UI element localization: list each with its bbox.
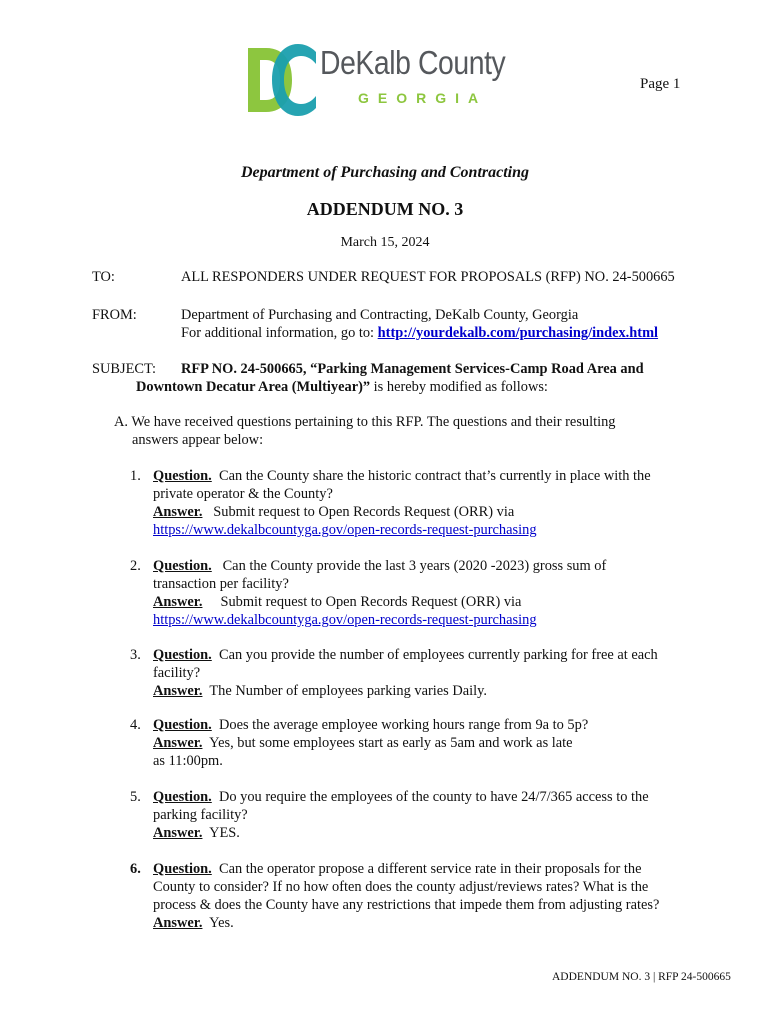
answer-label: Answer. [153,915,203,931]
subject-line1 [181,360,644,378]
question-number: 4. [130,717,141,733]
subject-suffix: is hereby modified as follows: [370,379,548,395]
page-number: Page 1 [640,76,681,92]
question-label: Question. [153,558,212,574]
question-text: Can the County share the historic contract that’s currently in place with the [218,468,651,484]
question-number: 5. [130,789,141,805]
question-text: Can the operator propose a different service rate in their proposals for the [218,861,642,877]
subject-label: SUBJECT: [92,361,157,377]
question-1 [153,467,651,539]
from-value: Department of Purchasing and Contracting, DeKalb County, Georgia [181,307,579,323]
open-records-link[interactable]: https://www.dekalbcountyga.gov/open-records-request-purchasing [153,612,537,628]
answer-text: Submit request to Open Records Request (ORR) via [213,504,515,520]
question-number: 3. [130,647,141,663]
answer-label: Answer. [153,735,203,751]
question-number: 1. [130,468,141,484]
addendum-title: ADDENDUM NO. 3 [306,199,464,219]
question-label: Question. [153,468,212,484]
dc-monogram-icon [246,40,318,116]
answer-label: Answer. [153,683,203,699]
answer-text: Submit request to Open Records Request (ORR) via [220,594,522,610]
section-a-line1: A. We have received questions pertaining to this RFP. The questions and their resulting [114,414,616,430]
question-text: private operator & the County? [153,486,333,502]
answer-text: as 11:00pm. [153,753,223,769]
question-label: Question. [153,647,212,663]
logo-name: DeKalb County [320,44,506,81]
question-label: Question. [153,861,212,877]
question-text: County to consider? If no how often does the county adjust/reviews rates? What is the [153,879,649,895]
answer-text: Yes, but some employees start as early as 5am and work as late [209,735,573,751]
answer-text: Yes. [209,915,234,931]
question-text: Does the average employee working hours range from 9a to 5p? [218,717,589,733]
question-text: Can the County provide the last 3 years (2020 -2023) gross sum of [222,558,607,574]
from-info-prefix: For additional information, go to: [181,325,378,341]
question-number: 6. [130,861,141,877]
answer-label: Answer. [153,825,203,841]
question-text: Do you require the employees of the county to have 24/7/365 access to the [218,789,649,805]
from-info-line [181,324,658,342]
from-label: FROM: [92,307,137,323]
question-label: Question. [153,789,212,805]
open-records-link[interactable]: https://www.dekalbcountyga.gov/open-records-request-purchasing [153,522,537,538]
question-2 [153,557,606,629]
question-text: Can you provide the number of employees currently parking for free at each [218,647,658,663]
answer-label: Answer. [153,594,203,610]
to-value: ALL RESPONDERS UNDER REQUEST FOR PROPOSALS (RFP) NO. 24-500665 [181,269,675,285]
addendum-date: March 15, 2024 [340,235,430,250]
to-label: TO: [92,269,115,285]
department-heading: Department of Purchasing and Contracting [240,164,530,181]
question-text: parking facility? [153,807,248,823]
question-text: process & does the County have any restrictions that impede them from adjusting rates? [153,897,660,913]
dekalb-county-logo [246,40,536,116]
question-text: transaction per facility? [153,576,289,592]
answer-label: Answer. [153,504,203,520]
question-5 [153,788,649,842]
answer-text: YES. [209,825,240,841]
logo-state: GEORGIA [358,90,488,106]
subject-title-line2: Downtown Decatur Area (Multiyear)” [136,379,371,395]
question-text: facility? [153,665,201,681]
question-label: Question. [153,717,212,733]
page-footer: ADDENDUM NO. 3 | RFP 24-500665 [552,971,731,983]
subject-line2 [136,378,548,396]
question-6 [153,860,659,932]
question-number: 2. [130,558,141,574]
subject-title-line1: , “Parking Management Services-Camp Road Area and [302,361,644,377]
subject-rfp: RFP NO. 24-500665 [181,361,303,377]
purchasing-index-link[interactable]: http://yourdekalb.com/purchasing/index.html [377,325,659,341]
question-4 [153,716,588,770]
answer-text: The Number of employees parking varies Daily. [209,683,487,699]
section-a-line2: answers appear below: [132,432,264,448]
question-3 [153,646,658,700]
